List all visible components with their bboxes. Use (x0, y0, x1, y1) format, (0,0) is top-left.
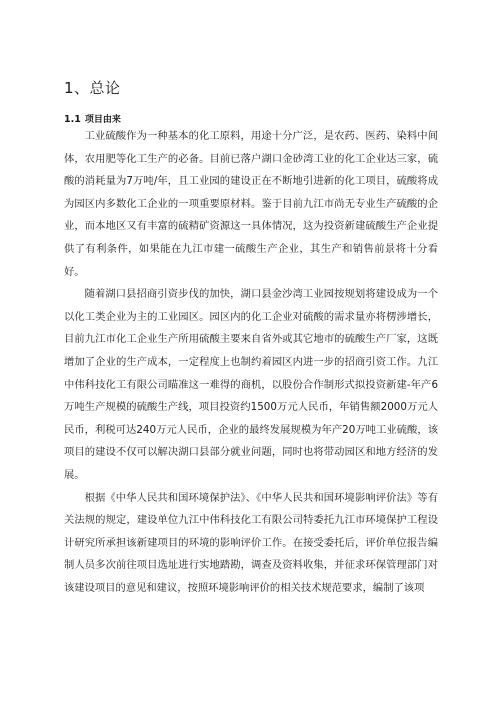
section-heading (64, 107, 121, 127)
paragraph: 工业硫酸作为一种基本的化工原料，用途十分广泛，是农药、医药、染料中间体，农用肥等化工生产的必备。目前已落户湖口金砂湾工业的化工企业达三家，硫酸的消耗量为7万吨/年，且工业园的建设正在不断地引进新的化工项目，硫酸将成为园区内多数化工企业的一项重要原材料。鉴于目前九江市尚无专业生产硫酸的企业，而本地区又有丰富的硫精矿资源这一具体情况，这为投资新建硫酸生产企业提供了有利条件，如果能在九江市建一硫酸生产企业，其生产和销售前景将十分看好。 (64, 130, 438, 278)
section-title-text: 项目由来 (84, 115, 121, 125)
paragraph: 根据《中华人民共和国环境保护法》、《中华人民共和国环境影响评价法》等有关法规的规定，建设单位九江中伟科技化工有限公司特委托九江市环境保护工程设计研究所承担该新建项目的环境的影响评价工作。在接受委托后，评价单位报告编制人员多次前往项目选址进行实地踏勘，调查及资料收集，并征求环保管理部门对该建设项目的意见和建议，按照环境影响评价的相关技术规范要求，编制了该项 (64, 491, 438, 594)
body-text (64, 125, 438, 599)
paragraph: 随着湖口县招商引资步伐的加快，湖口县金沙湾工业园按规划将建设成为一个以化工类企业为主的工业园区。园区内的化工企业对硫酸的需求量亦将楞涉增长，目前九江市化工企业生产所用硫酸主要来自省外或其它地市的硫酸生产厂家，这既增加了企业的生产成本，一定程度上也制约着园区内进一步的招商引资工作。九江中伟科技化工有限公司瞄准这一难得的商机，以股份合作制形式拟投资新建-年产6万吨生产规模的硫酸生产线，项目投资约1500万元人民币，年销售额2000万元人民币，利税可达240万元人民币，企业的最终发展规模为年产20万吨工业硫酸，该项目的建设不仅可以解决湖口县部分就业问题，同时也将带动园区和地方经济的发展。 (64, 288, 438, 481)
section-number: 1.1 (64, 114, 81, 125)
chapter-title: 1、总论 (64, 79, 121, 97)
